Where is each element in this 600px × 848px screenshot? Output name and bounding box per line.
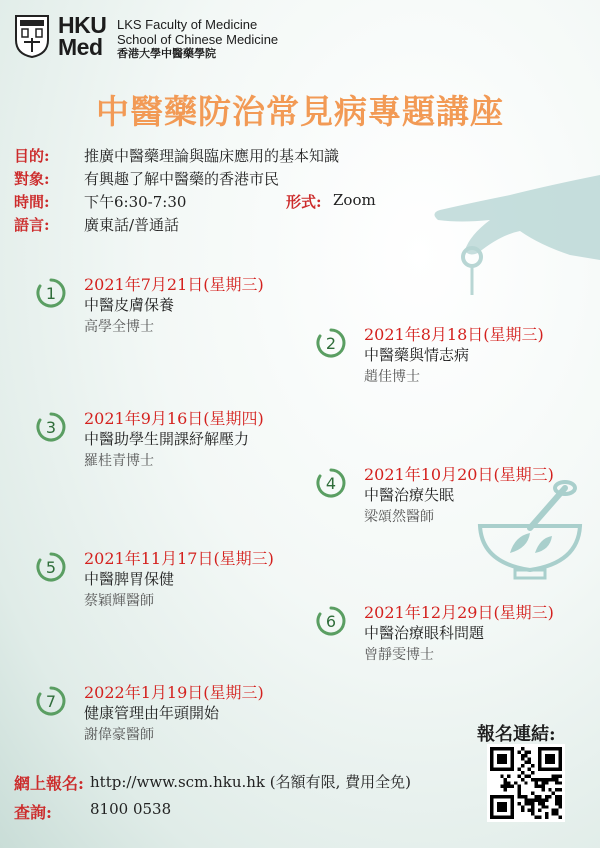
lecture-number-circle-icon	[316, 606, 346, 636]
lecture-topic: 中醫助學生開課紓解壓力	[84, 430, 250, 448]
lecture-speaker: 曾靜雯博士	[364, 647, 434, 663]
lecture-date: 2021年9月16日(星期四)	[84, 409, 264, 428]
format-value: Zoom	[333, 191, 376, 209]
lecture-speaker: 蔡穎輝醫師	[84, 593, 154, 609]
info-language	[14, 214, 179, 236]
lecture-topic: 中醫皮膚保養	[84, 296, 175, 314]
target-label: 對象:	[14, 170, 50, 188]
online-registration-link[interactable]: http://www.scm.hku.hk (名額有限, 費用全免)	[90, 773, 412, 791]
language-value: 廣東話/普通話	[84, 216, 180, 234]
faculty-line1: LKS Faculty of Medicine	[117, 17, 258, 32]
format-label: 形式:	[286, 193, 322, 211]
enquiry-label: 查詢:	[14, 803, 52, 822]
lecture-speaker: 趙佳博士	[364, 369, 420, 385]
lecture-number: 1	[45, 284, 57, 303]
lecture-number: 3	[45, 418, 57, 437]
lecture-topic: 健康管理由年頭開始	[84, 704, 220, 722]
lecture-topic: 中醫藥與情志病	[364, 346, 470, 364]
lecture-number-circle-icon	[36, 552, 66, 582]
med-logo-text: Med	[58, 34, 103, 60]
enquiry-phone[interactable]: 8100 0538	[90, 800, 172, 818]
info-target	[14, 168, 279, 190]
online-registration-label: 網上報名:	[14, 774, 84, 793]
lecture-number: 4	[325, 474, 337, 493]
purpose-label: 目的:	[14, 147, 50, 165]
lecture-number-circle-icon	[36, 412, 66, 442]
lecture-number-circle-icon	[36, 686, 66, 716]
lecture-date: 2021年11月17日(星期三)	[84, 549, 274, 568]
hku-logo-text: HKU	[58, 12, 107, 38]
info-time	[14, 191, 186, 213]
lecture-speaker: 梁頌然醫師	[364, 509, 434, 525]
lecture-number: 2	[325, 334, 337, 353]
lecture-topic: 中醫治療失眠	[364, 486, 455, 504]
lecture-topic: 中醫治療眼科問題	[364, 624, 485, 642]
hku-med-logo	[58, 14, 106, 58]
faculty-line2: School of Chinese Medicine	[117, 32, 279, 47]
lecture-topic: 中醫脾胃保健	[84, 570, 175, 588]
qr-code-icon[interactable]	[487, 744, 565, 822]
time-value: 下午6:30-7:30	[84, 193, 187, 211]
registration-heading: 報名連結:	[477, 724, 556, 745]
lecture-number-circle-icon	[316, 328, 346, 358]
lecture-date: 2021年7月21日(星期三)	[84, 275, 264, 294]
lecture-date: 2022年1月19日(星期三)	[84, 683, 264, 702]
lecture-speaker: 謝偉豪醫師	[84, 727, 154, 743]
mortar-pestle-icon	[470, 478, 590, 588]
lecture-speaker: 羅桂青博士	[84, 453, 154, 469]
lecture-number: 5	[45, 558, 57, 577]
page-title: 中醫藥防治常見病專題講座	[96, 92, 504, 131]
lecture-speaker: 高學全博士	[84, 319, 154, 335]
time-label: 時間:	[14, 193, 50, 211]
lecture-number-circle-icon	[36, 278, 66, 308]
info-purpose	[14, 145, 339, 167]
lecture-date: 2021年12月29日(星期三)	[364, 603, 554, 622]
language-label: 語言:	[14, 216, 50, 234]
target-value: 有興趣了解中醫藥的香港市民	[84, 170, 280, 188]
lecture-number-circle-icon	[316, 468, 346, 498]
lecture-number: 6	[325, 612, 337, 631]
hand-dropper-icon	[430, 165, 600, 305]
lecture-date: 2021年10月20日(星期三)	[364, 465, 554, 484]
faculty-line3: 香港大學中醫藥學院	[117, 48, 216, 60]
purpose-value: 推廣中醫藥理論與臨床應用的基本知識	[84, 147, 340, 165]
lecture-date: 2021年8月18日(星期三)	[364, 325, 544, 344]
faculty-block	[117, 17, 278, 62]
lecture-number: 7	[45, 692, 57, 711]
hku-crest-icon	[14, 14, 50, 58]
